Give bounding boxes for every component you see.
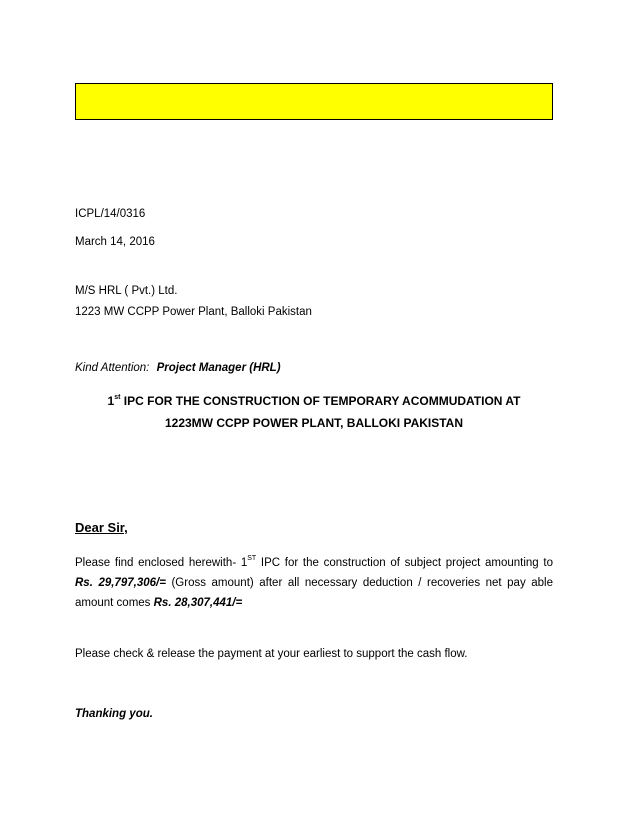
subject-ordinal-suffix: st [114,394,121,401]
salutation: Dear Sir, [75,520,128,535]
subject-ordinal: 1 [107,394,115,408]
attention-line [75,362,281,374]
subject-line-2: 1223MW CCPP POWER PLANT, BALLOKI PAKISTAN [164,416,464,430]
closing: Thanking you. [75,708,153,720]
body-text-d: amount comes [75,597,154,609]
attention-label: Kind Attention: [75,362,150,374]
body-paragraph-2: Please check & release the payment at your earliest to support the cash flow. [75,648,468,660]
recipient-address: 1223 MW CCPP Power Plant, Balloki Pakistan [75,306,312,318]
net-amount: Rs. 28,307,441/= [153,597,243,609]
attention-value: Project Manager (HRL) [156,362,281,374]
recipient-name: M/S HRL ( Pvt.) Ltd. [75,285,178,297]
body-ordinal-suffix: ST [247,555,257,563]
subject-line-1 [75,394,553,408]
reference-number: ICPL/14/0316 [75,208,146,220]
body-text-a: Please find enclosed herewith- 1 [75,557,248,569]
body-paragraph-1-line-3 [75,593,242,613]
subject-text-1: IPC FOR THE CONSTRUCTION OF TEMPORARY ACOMMUDATION AT [120,394,521,408]
header-banner [75,83,553,120]
body-text-b: IPC for the construction of subject project amounting to [256,557,553,569]
body-text-c: (Gross amount) after all necessary deduction / recoveries net pay able [165,577,553,589]
gross-amount: Rs. 29,797,306/= [75,577,166,589]
letter-date: March 14, 2016 [75,236,155,248]
body-paragraph-1-line-2 [75,573,553,593]
body-paragraph-1-line-1 [75,553,553,573]
